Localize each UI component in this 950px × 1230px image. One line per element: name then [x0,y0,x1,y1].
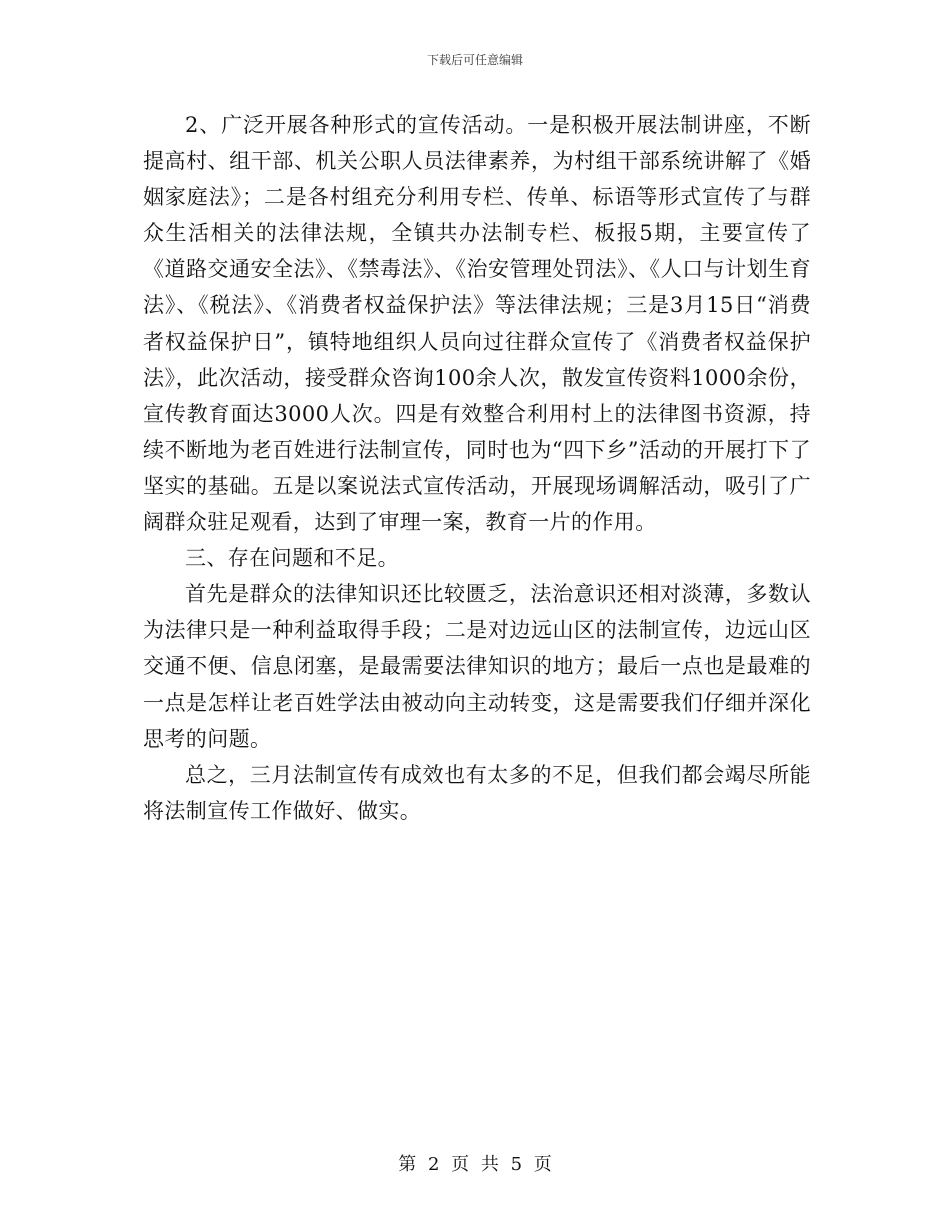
section-heading-problems: 三、存在问题和不足。 [185,546,399,571]
page-number: 第 2 页 共 5 页 [398,1154,552,1175]
paragraph-problems: 首先是群众的法律知识还比较匮乏，法治意识还相对淡薄，多数认为法律只是一种利益取得手段；二是对边远山区的法制宣传，边远山区交通不便、信息闭塞，是最需要法律知识的地方；最后一点也是最难的一点是怎样让老百姓学法由被动向主动转变，这是需要我们仔细并深化思考的问题。 [143,582,811,751]
document-body [143,107,811,829]
page-header: 下载后可任意编辑 [426,53,523,67]
paragraph-summary: 总之，三月法制宣传有成效也有太多的不足，但我们都会竭尽所能将法制宣传工作做好、做实。 [143,762,811,823]
paragraph-publicity-activities: 2、广泛开展各种形式的宣传活动。一是积极开展法制讲座，不断提高村、组干部、机关公职人员法律素养，为村组干部系统讲解了《婚姻家庭法》；二是各村组充分利用专栏、传单、标语等形式宣传了与群众生活相关的法律法规，全镇共办法制专栏、板报5期，主要宣传了《道路交通安全法》、《禁毒法》、《治安管理处罚法》、《人口与计划生育法》、《税法》、《消费者权益保护法》等法律法规；三是3月15日“消费者权益保护日”，镇特地组织人员向过往群众宣传了《消费者权益保护法》，此次活动，接受群众咨询100余人次，散发宣传资料1000余份，宣传教育面达3000人次。四是有效整合利用村上的法律图书资源，持续不断地为老百姓进行法制宣传，同时也为“四下乡”活动的开展打下了坚实的基础。五是以案说法式宣传活动，开展现场调解活动，吸引了广阔群众驻足观看，达到了审理一案，教育一片的作用。 [143,113,811,535]
